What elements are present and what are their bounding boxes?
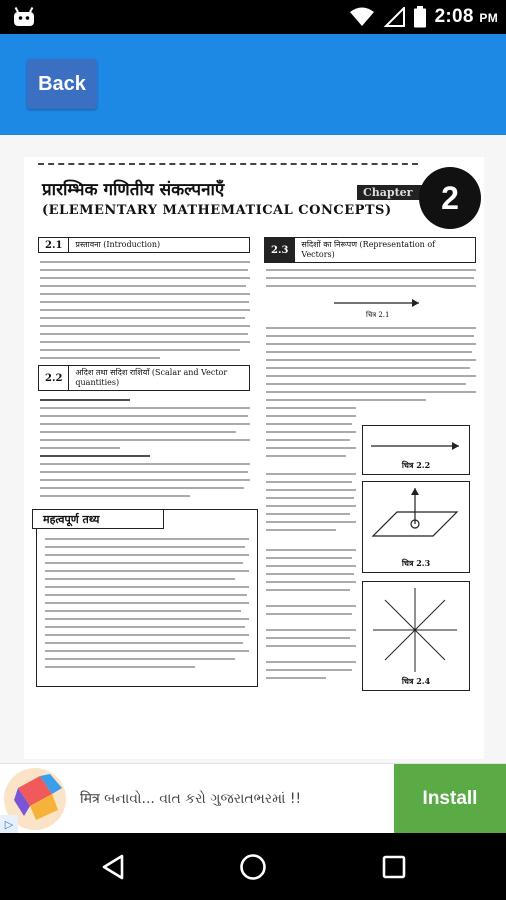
figure-2-4-diagram (363, 582, 467, 678)
ad-text[interactable]: मित्र બનાવો... વાત કરો ગુજરાતભરમાં !! (80, 791, 302, 807)
figure-caption: चित्र 2.1 (366, 311, 390, 319)
section-title: सदिशों का निरूपण (Representation of Vectors) (301, 239, 436, 259)
document-viewer[interactable] (0, 135, 506, 763)
wifi-icon (349, 7, 375, 27)
figure-2-3 (362, 481, 470, 573)
back-triangle-icon[interactable] (98, 851, 130, 883)
signal-icon (383, 7, 405, 27)
figure-2-2-diagram (363, 426, 467, 462)
android-icon (12, 6, 36, 28)
header-rule (38, 163, 418, 165)
figure-caption: चित्र 2.2 (401, 460, 431, 470)
section-number: 2.2 (39, 366, 69, 390)
chapter-title-hindi: प्रारम्भिक गणितीय संकल्पनाएँ (42, 180, 225, 200)
document-page-image (24, 157, 484, 759)
figure-2-1-vector-arrow (324, 293, 434, 321)
figure-2-2 (362, 425, 470, 475)
figure-caption: चित्र 2.3 (401, 558, 431, 568)
section-title: अदिश तथा सदिश राशियाँ (Scalar and Vector quantities) (75, 367, 228, 387)
section-number: 2.3 (265, 238, 295, 262)
figure-2-4 (362, 581, 470, 691)
app-bar (0, 34, 506, 135)
important-facts-heading: महत्वपूर्ण तथ्य (32, 509, 164, 529)
section-heading-2-2 (38, 365, 250, 391)
battery-icon (413, 6, 427, 28)
recents-square-icon[interactable] (378, 851, 410, 883)
important-facts-box (36, 509, 258, 687)
clock-time: 2:08 (434, 6, 474, 27)
home-circle-icon[interactable] (237, 851, 269, 883)
ad-choices-icon[interactable]: ▷ (0, 815, 18, 833)
install-button[interactable]: Install (394, 764, 506, 834)
clock-ampm: PM (479, 11, 498, 25)
chapter-title-english: (ELEMENTARY MATHEMATICAL CONCEPTS) (42, 203, 392, 218)
section-heading-2-3 (264, 237, 476, 263)
section-title: प्रस्तावना (Introduction) (75, 239, 161, 249)
chapter-label: Chapter (357, 185, 438, 200)
section-heading-2-1 (38, 237, 250, 253)
back-button[interactable]: Back (27, 59, 97, 109)
chapter-number-badge: 2 (419, 167, 481, 229)
clock (435, 6, 498, 28)
figure-caption: चित्र 2.4 (401, 676, 431, 686)
figure-2-3-diagram (363, 482, 467, 560)
status-bar (0, 0, 506, 34)
navigation-bar (0, 833, 506, 900)
section-number: 2.1 (39, 238, 69, 252)
ad-banner[interactable] (0, 763, 506, 833)
